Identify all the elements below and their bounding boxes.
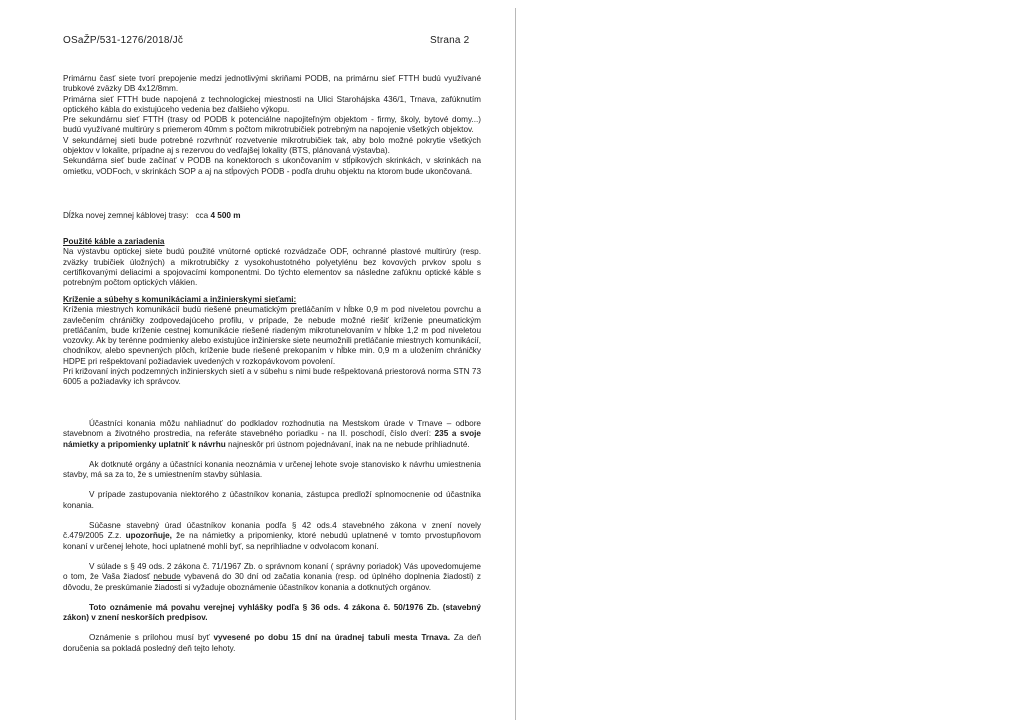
public-notice-statement: Toto oznámenie má povahu verejnej vyhlášky podľa § 36 ods. 4 zákona č. 50/1976 Zb. (stavebný zákon) v znení neskorších predpisov. xyxy=(63,602,481,623)
notice-emphasis: 235 a svoje námietky a pripomienky uplatniť k návrhu xyxy=(63,429,481,449)
cables-section xyxy=(63,237,481,288)
notice-paragraph: V prípade zastupovania niektorého z účastníkov konania, zástupca predloží splnomocnenie od účastníka konania. xyxy=(63,490,481,510)
trench-length xyxy=(63,211,481,221)
notice-text: Súčasne stavebný úrad účastníkov konania podľa § 42 ods.4 stavebného zákona v znení novely č.479/2005 Z.z. xyxy=(63,521,481,541)
notice-paragraph xyxy=(63,521,481,552)
intro-section xyxy=(63,74,481,177)
notice-text: Za deň doručenia sa pokladá posledný deň tejto lehoty. xyxy=(63,633,481,653)
intro-paragraph: V sekundárnej sieti bude potrebné rozvrhnúť rozvetvenie mikrotrubičiek tak, aby bolo možné pokrytie všetkých objektov v lokalite, prípadne aj s rezervou do vedľajšej lokality (BTS, plánovaná výstavba). xyxy=(63,135,481,156)
cables-heading: Použité káble a zariadenia xyxy=(63,237,165,246)
notice-paragraph xyxy=(63,633,481,654)
crossings-heading: Kríženie a súbehy s komunikáciami a inžinierskymi sieťami: xyxy=(63,295,297,304)
page-divider xyxy=(515,8,516,720)
intro-paragraph: Sekundárna sieť bude začínať v PODB na konektoroch s ukončovaním v stĺpikových skrinkách, v skrinkách na omietku, vODFoch, v skrinkách SOP a aj na stĺpových PODB - podľa druhu objektu na ktorom bude ukončovaná. xyxy=(63,156,481,176)
notice-text: najneskôr pri ústnom pojednávaní, inak na ne nebude prihliadnuté. xyxy=(228,439,470,449)
notice-section xyxy=(63,419,481,664)
notice-underlined: nebude xyxy=(153,572,181,582)
notice-text: že na námietky a pripomienky, ktoré nebudú uplatnené v tomto prvostupňovom konaní v určenej lehote, hoci uplatnené mohli byť, sa neprihliadne v odvolacom konaní. xyxy=(63,531,482,551)
page-number: Strana 2 xyxy=(430,35,470,46)
notice-text: vybavená do 30 dní od začatia konania (resp. od úplného doplnenia žiadosti) z dôvodu, že preskúmanie žiadosti si vyžaduje oboznámenie účastníkov konania a dotknutých orgánov. xyxy=(63,572,482,592)
notice-emphasis: upozorňuje, xyxy=(125,531,172,541)
document-reference: OSaŽP/531-1276/2018/Jč xyxy=(63,35,184,46)
notice-text: Účastníci konania môžu nahliadnuť do podkladov rozhodnutia na Mestskom úrade v Trnave – odbore stavebnom a životného prostredia, na referáte stavebného poriadku - na II. poschodí, číslo dverí: xyxy=(63,419,481,439)
intro-paragraph: Pre sekundárnu sieť FTTH (trasy od PODB k potenciálne napojiteľným objektom - firmy, školy, bytové domy...) budú využívané multirúry s priemerom 40mm s počtom mikrotrubičiek potrebným na napojenie všetkých objektov. xyxy=(63,115,481,135)
notice-paragraph xyxy=(63,419,481,450)
length-value: 4 500 m xyxy=(210,211,241,220)
intro-paragraph: Primárnu časť siete tvorí prepojenie medzi jednotlivými skriňami PODB, na primárnu sieť FTTH budú využívané trubkové zväzky DB 4x12/8mm. xyxy=(63,74,481,94)
length-label: Dĺžka novej zemnej káblovej trasy: xyxy=(63,211,189,220)
crossings-text: Kríženia miestnych komunikácií budú riešené pneumatickým pretláčaním v hĺbke 0,9 m pod niveletou povrchu a zavlečením chráničky zodpovedajúceho profilu, v prípade, že nebude možné riešiť kríženie pneumatickým pretláčaním, bude kríženie cestnej komunikácie riešené riadeným mikrotunelovaním v hĺbke 1,2 m pod niveletou vozovky. Ak by terénne podmienky alebo existujúce inžinierske siete neumožnili pretláčanie miestnych komunikácií, chodníkov, alebo spevnených plôch, kríženie bude riešené prekopaním v hĺbke min. 0,9 m a uložením chráničky HDPE pri rešpektovaní požiadaviek uvedených v rozkopávkovom povolení. xyxy=(63,305,481,366)
notice-paragraph xyxy=(63,562,481,593)
crossings-text: Pri križovaní iných podzemných inžinierskych sietí a v súbehu s nimi bude rešpektovaná priestorová norma STN 73 6005 a požiadavky ich správcov. xyxy=(63,367,481,387)
notice-text: V súlade s § 49 ods. 2 zákona č. 71/1967 Zb. o správnom konaní ( správny poriadok) Vás upovedomujeme o tom, že Vaša žiadosť xyxy=(63,561,481,582)
intro-paragraph: Primárna sieť FTTH bude napojená z technologickej miestnosti na Ulici Starohájska 436/1, Trnava, zafúknutím optického kábla do existujúceho vedenia bez ďalšieho výkopu. xyxy=(63,94,481,114)
notice-text: Oznámenie s prílohou musí byť xyxy=(89,633,210,643)
notice-paragraph: Ak dotknuté orgány a účastníci konania neoznámia v určenej lehote svoje stanovisko k návrhu umiestnenia stavby, má sa za to, že s umiestnením stavby súhlasia. xyxy=(63,459,481,480)
cables-text: Na výstavbu optickej siete budú použité vnútorné optické rozvádzače ODF, ochranné plastové multirúry (resp. zväzky trubičiek úložných) a mikrotrubičky z vysokohustotného polyetylénu bez kovových prvkov spolu s certifikovanými deliacimi a spojovacími komponentmi. Do týchto elementov sa následne zafúknu optické káble s potrebným počtom optických vlákien. xyxy=(63,247,481,288)
crossings-section xyxy=(63,295,481,388)
notice-emphasis: vyvesené po dobu 15 dní na úradnej tabuli mesta Trnava. xyxy=(213,633,450,643)
length-prefix: cca xyxy=(195,211,209,220)
